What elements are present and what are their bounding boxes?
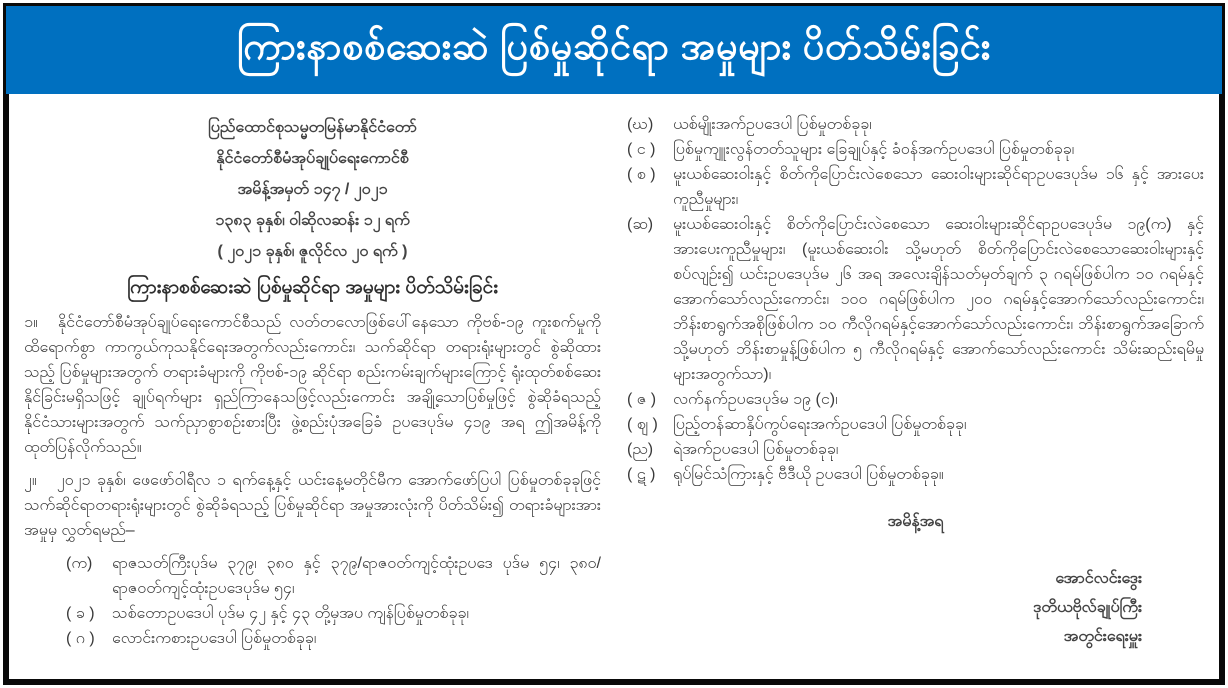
list-item (627, 137, 1204, 162)
letterhead-council-name: နိုင်ငံတော်စီမံအုပ်ချုပ်ရေးကောင်စီ (216, 150, 409, 167)
list-item-label: ( ဋ ) (627, 466, 656, 483)
letterhead-myanmar-date: ၁၃၈၃ ခုနှစ်၊ ဝါဆိုလဆန်း ၁၂ ရက် (215, 212, 410, 229)
list-item (66, 601, 601, 626)
letterhead-gregorian-date: ( ၂၀၂၁ ခုနှစ်၊ ဇူလိုင်လ ၂၀ ရက် ) (217, 243, 408, 260)
list-item-text: မူးယစ်ဆေးဝါးနှင့် စိတ်ကိုပြောင်းလဲစေသော ဆေးဝါးများဆိုင်ရာဥပဒေပုဒ်မ ၁၆ နှင့် အားပေးကူညီမှုများ၊ (673, 166, 1204, 208)
signature-block (627, 564, 1204, 651)
list-item-label: ( ဂ ) (66, 630, 95, 647)
list-item-text: ရုပ်မြင်သံကြားနှင့် ဗီဒီယို ဥပဒေပါ ပြစ်မှုတစ်ခုခု။ (673, 466, 944, 483)
list-item-text: ပြစ်မှုကျူးလွန်တတ်သူများ ခြေချုပ်နှင့် ခံဝန်အက်ဥပဒေပါ ပြစ်မှုတစ်ခုခု၊ (673, 141, 1075, 158)
list-item (627, 462, 1204, 487)
list-item-text: လက်နက်ဥပဒေပုဒ်မ ၁၉ (င)၊ (673, 391, 838, 408)
signatory-name: အောင်လင်းဒွေး (1055, 570, 1142, 587)
list-item-label: ( င ) (627, 141, 656, 158)
list-item (627, 387, 1204, 412)
letterhead-state-name: ပြည်ထောင်စုသမ္မတမြန်မာနိုင်ငံတော် (208, 119, 417, 136)
paragraph-1 (24, 310, 601, 460)
right-item-list (627, 112, 1204, 487)
list-item (66, 626, 601, 651)
list-item-text: လောင်းကစားဥပဒေပါ ပြစ်မှုတစ်ခုခု၊ (112, 630, 317, 647)
left-column (24, 112, 601, 682)
list-item-label: ( ဈ ) (627, 416, 658, 433)
list-item-text: ယစ်မျိုးအက်ဥပဒေပါ ပြစ်မှုတစ်ခုခု၊ (673, 116, 872, 133)
document-body (10, 104, 1218, 682)
list-item-label: ( ဇ ) (627, 391, 657, 408)
list-item (627, 437, 1204, 462)
list-item (627, 212, 1204, 387)
list-item (66, 551, 601, 601)
by-order-line: အမိန့်အရ (887, 513, 944, 530)
list-item (627, 412, 1204, 437)
title-banner (6, 6, 1222, 94)
section-title: ကြားနာစစ်ဆေးဆဲ ပြစ်မှုဆိုင်ရာ အမှုများ ပိတ်သိမ်းခြင်း (126, 277, 499, 298)
list-item-text: ရဲအက်ဥပဒေပါ ပြစ်မှုတစ်ခုခု၊ (673, 441, 839, 458)
paragraph-2-text: ၂၀၂၁ ခုနှစ်၊ ဖေဖော်ဝါရီလ ၁ ရက်နေ့နှင့် ယင်းနေ့မတိုင်မီက အောက်ဖော်ပြပါ ပြစ်မှုတစ်ခုခုဖြင့် သက်ဆိုင်ရာတရားရုံးများတွင် စွဲဆိုခံရသည့် ပြစ်မှုဆိုင်ရာ အမှုအားလုံးကို ပိတ်သိမ်း၍ တရားခံများအား အမှုမှ လွှတ်ရမည်– (24, 472, 601, 539)
left-item-list (24, 551, 601, 651)
list-item-label: ( ခ ) (66, 605, 95, 622)
right-column (627, 112, 1204, 682)
letterhead (24, 112, 601, 267)
list-item (627, 112, 1204, 137)
list-item-text: ရာဇသတ်ကြီးပုဒ်မ ၃၇၉၊ ၃၈၀ နှင့် ၃၇၉/ရာဇဝတ်ကျင့်ထုံးဥပဒေ ပုဒ်မ ၅၄၊ ၃၈၀/ ရာဇဝတ်ကျင့်ထုံးဥပဒေပုဒ်မ ၅၄၊ (112, 555, 601, 597)
list-item-label: (ဆ) (627, 216, 654, 233)
letterhead-order-number: အမိန့်အမှတ် ၁၄၇ / ၂၀၂၁ (237, 181, 388, 198)
paragraph-2 (24, 468, 601, 543)
paragraph-2-number: ၂။ (24, 472, 37, 489)
list-item (627, 162, 1204, 212)
list-item-label: (ည) (627, 441, 654, 458)
paragraph-1-text: နိုင်ငံတော်စီမံအုပ်ချုပ်ရေးကောင်စီသည် လတ်တလောဖြစ်ပေါ်နေသော ကိုဗစ်-၁၉ ကူးစက်မှုကို ထိရောက်စွာ ကာကွယ်ကုသနိုင်ရေးအတွက်လည်းကောင်း၊ သက်ဆိုင်ရာ တရားရုံးများတွင် စွဲဆိုထားသည့် ပြစ်မှုများအတွက် တရားခံများကို ကိုဗစ်-၁၉ ဆိုင်ရာ စည်းကမ်းချက်များကြောင့် ရုံးထုတ်စစ်ဆေးနိုင်ခြင်းမရှိသဖြင့် ချုပ်ရက်များ ရှည်ကြာနေသဖြင့်လည်းကောင်း အချို့သောပြစ်မှုဖြင့် စွဲဆိုခံရသည့် နိုင်ငံသားများအတွက် သက်ညှာစွာစဉ်းစားပြီး ဖွဲ့စည်းပုံအခြေခံ ဥပဒေပုဒ်မ ၄၁၉ အရ ဤအမိန့်ကို ထုတ်ပြန်လိုက်သည်။ (24, 314, 601, 456)
list-item-label: (ဃ) (627, 116, 654, 133)
signatory-rank: ဒုတိယဗိုလ်ချုပ်ကြီး (1033, 599, 1142, 616)
list-item-text: မူးယစ်ဆေးဝါးနှင့် စိတ်ကိုပြောင်းလဲစေသော ဆေးဝါးများဆိုင်ရာဥပဒေပုဒ်မ ၁၉(က) နှင့် အားပေးကူညီမှုများ၊ (မူးယစ်ဆေးဝါး သို့မဟုတ် စိတ်ကိုပြောင်းလဲစေသောဆေးဝါးများနှင့် စပ်လျဉ်း၍ ယင်းဥပဒေပုဒ်မ ၂၆ အရ အလေးချိန်သတ်မှတ်ချက် ၃ ဂရမ်ဖြစ်ပါက ၁၀ ဂရမ်နှင့် အောက်သော်လည်းကောင်း၊ ၁၀၀ ဂရမ်ဖြစ်ပါက ၂၀၀ ဂရမ်နှင့်အောက်သော်လည်းကောင်း၊ ဘိန်းစာရွက်အစိုဖြစ်ပါက ၁၀ ကီလိုဂရမ်နှင့်အောက်သော်လည်းကောင်း၊ ဘိန်းစာရွက်အခြောက် သို့မဟုတ် ဘိန်းစာမှုန့်ဖြစ်ပါက ၅ ကီလိုဂရမ်နှင့် အောက်သော်လည်းကောင်း သိမ်းဆည်းရမိမှုများအတွက်သာ)၊ (673, 216, 1204, 383)
signatory-position: အတွင်းရေးမှူး (1063, 628, 1142, 645)
list-item-text: သစ်တောဥပဒေပါ ပုဒ်မ ၄၂ နှင့် ၄၃ တို့မှအပ ကျန်ပြစ်မှုတစ်ခုခု၊ (112, 605, 469, 622)
list-item-label: (က) (66, 555, 93, 572)
list-item-text: ပြည့်တန်ဆာနှိပ်ကွပ်ရေးအက်ဥပဒေပါ ပြစ်မှုတစ်ခုခု၊ (673, 416, 967, 433)
list-item-label: ( စ ) (627, 166, 656, 183)
paragraph-1-number: ၁။ (24, 314, 38, 331)
document-title: ကြားနာစစ်ဆေးဆဲ ပြစ်မှုဆိုင်ရာ အမှုများ ပိတ်သိမ်းခြင်း (236, 26, 992, 68)
